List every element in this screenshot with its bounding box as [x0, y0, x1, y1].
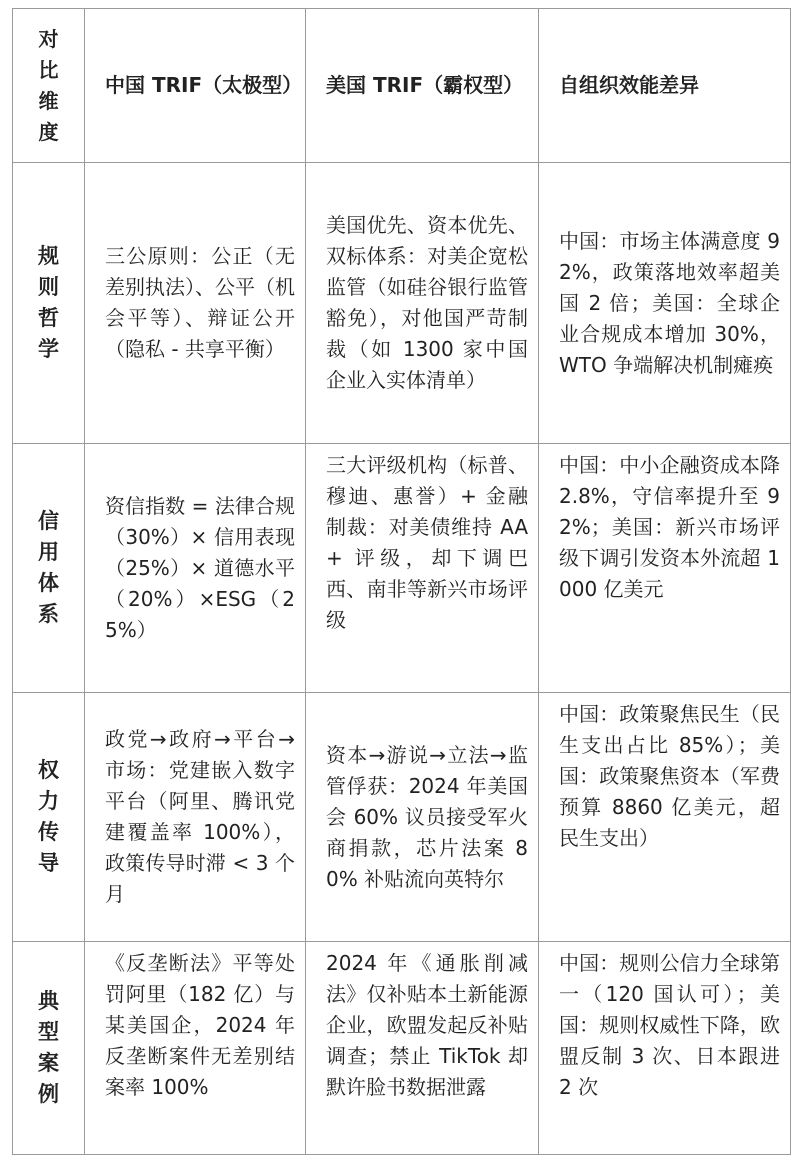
header-row [13, 9, 791, 163]
row-dimension: 典型案例 [13, 942, 85, 1155]
header-diff: 自组织效能差异 [539, 9, 791, 163]
header-china: 中国 TRIF（太极型） [85, 9, 306, 163]
cell-china: 三公原则：公正（无差别执法）、公平（机会平等）、辩证公开（隐私 - 共享平衡） [85, 163, 306, 444]
comparison-table [12, 8, 791, 1155]
table-row [13, 163, 791, 444]
cell-usa: 资本→游说→立法→监管俘获：2024 年美国会 60% 议员接受军火商捐款，芯片法案 80% 补贴流向英特尔 [306, 693, 539, 942]
header-usa: 美国 TRIF（霸权型） [306, 9, 539, 163]
cell-china: 政党→政府→平台→市场：党建嵌入数字平台（阿里、腾讯党建覆盖率 100%），政策传导时滞 < 3 个月 [85, 693, 306, 942]
row-dimension: 规则哲学 [13, 163, 85, 444]
row-dimension: 权力传导 [13, 693, 85, 942]
cell-china: 资信指数 = 法律合规（30%）× 信用表现（25%）× 道德水平（20%）×ESG（25%） [85, 444, 306, 693]
cell-diff: 中国：市场主体满意度 92%，政策落地效率超美国 2 倍；美国：全球企业合规成本增加 30%，WTO 争端解决机制瘫痪 [539, 163, 791, 444]
cell-usa: 2024 年《通胀削减法》仅补贴本土新能源企业，欧盟发起反补贴调查；禁止 TikTok 却默许脸书数据泄露 [306, 942, 539, 1155]
table-row [13, 693, 791, 942]
cell-china: 《反垄断法》平等处罚阿里（182 亿）与某美国企，2024 年反垄断案件无差别结案率 100% [85, 942, 306, 1155]
header-dimension: 对比维度 [13, 9, 85, 163]
table-row [13, 942, 791, 1155]
cell-diff: 中国：政策聚焦民生（民生支出占比 85%）；美国：政策聚焦资本（军费预算 8860 亿美元，超民生支出） [539, 693, 791, 942]
cell-usa: 美国优先、资本优先、双标体系：对美企宽松监管（如硅谷银行监管豁免），对他国严苛制裁（如 1300 家中国企业入实体清单） [306, 163, 539, 444]
cell-usa: 三大评级机构（标普、穆迪、惠誉）+ 金融制裁：对美债维持 AA + 评级，却下调巴西、南非等新兴市场评级 [306, 444, 539, 693]
table-row [13, 444, 791, 693]
row-dimension: 信用体系 [13, 444, 85, 693]
cell-diff: 中国：中小企融资成本降 2.8%，守信率提升至 92%；美国：新兴市场评级下调引发资本外流超 1000 亿美元 [539, 444, 791, 693]
cell-diff: 中国：规则公信力全球第一（120 国认可）；美国：规则权威性下降，欧盟反制 3 次、日本跟进 2 次 [539, 942, 791, 1155]
